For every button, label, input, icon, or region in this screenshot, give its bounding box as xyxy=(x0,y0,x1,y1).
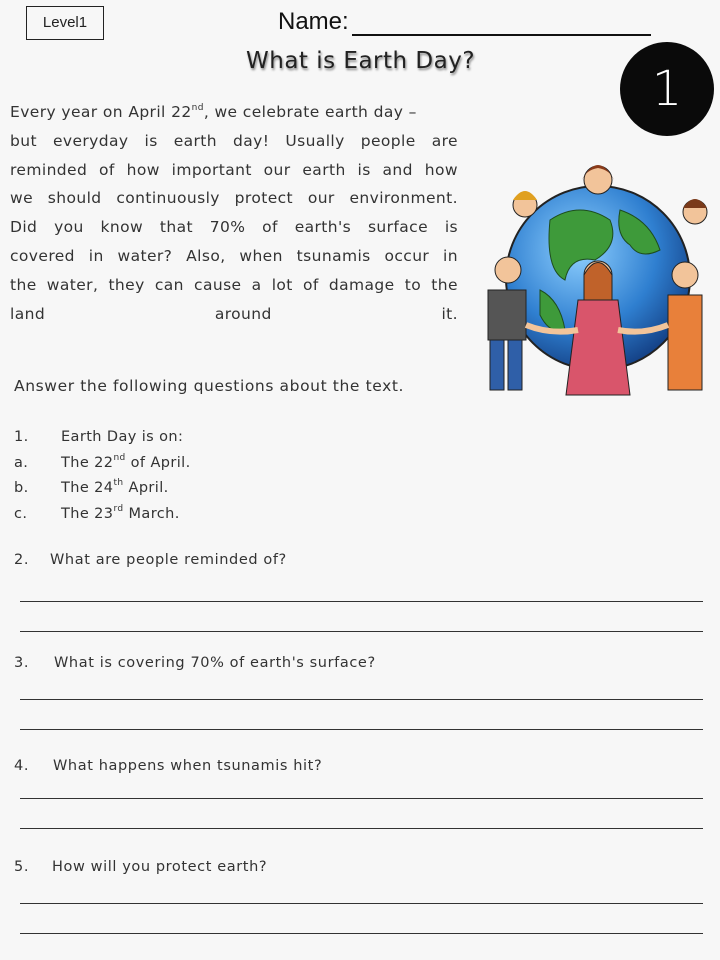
answer-line[interactable] xyxy=(20,699,703,700)
reading-passage xyxy=(10,98,458,328)
answer-line[interactable] xyxy=(20,903,703,904)
passage-line: land around it. xyxy=(10,304,458,323)
question-4: 4. What happens when tsunamis hit? xyxy=(14,758,323,774)
option-a[interactable] xyxy=(14,451,314,477)
passage-line: covered in water? Also, when tsunamis occur in xyxy=(10,246,458,265)
answer-line[interactable] xyxy=(20,631,703,632)
option-b[interactable] xyxy=(14,476,314,502)
question-5: 5. How will you protect earth? xyxy=(14,859,268,875)
question-1 xyxy=(14,425,314,527)
passage-line: reminded of how important our earth is and how xyxy=(10,160,458,179)
name-input-line[interactable] xyxy=(352,34,651,36)
question-text: Earth Day is on: xyxy=(61,429,184,445)
option-c[interactable] xyxy=(14,502,314,528)
answer-line[interactable] xyxy=(20,601,703,602)
instructions: Answer the following questions about the text. xyxy=(14,377,405,395)
passage-line: Did you know that 70% of earth's surface is xyxy=(10,218,458,237)
passage-line: we should continuously protect our environment. xyxy=(10,189,458,208)
option-letter: b. xyxy=(14,480,29,496)
answer-line[interactable] xyxy=(20,729,703,730)
page-number-badge: 1 xyxy=(620,42,714,136)
option-text: The 24th April. xyxy=(61,478,169,496)
answer-line[interactable] xyxy=(20,798,703,799)
passage-line: Every year on April 22nd, we celebrate earth day – xyxy=(10,103,417,121)
option-text: The 23rd March. xyxy=(61,503,180,522)
passage-line: but everyday is earth day! Usually people are xyxy=(10,131,458,150)
name-label: Name: xyxy=(278,8,349,35)
page-title: What is Earth Day? xyxy=(246,48,476,74)
answer-line[interactable] xyxy=(20,933,703,934)
level-box: Level1 xyxy=(26,6,104,40)
passage-line: the water, they can cause a lot of damage to the xyxy=(10,275,458,294)
earth-children-illustration xyxy=(480,150,715,400)
option-letter: c. xyxy=(14,505,28,522)
option-text: The 22nd of April. xyxy=(61,452,191,471)
question-2: 2. What are people reminded of? xyxy=(14,552,287,568)
question-number: 1. xyxy=(14,429,29,445)
answer-line[interactable] xyxy=(20,828,703,829)
question-3: 3. What is covering 70% of earth's surface? xyxy=(14,655,376,671)
option-letter: a. xyxy=(14,454,29,471)
